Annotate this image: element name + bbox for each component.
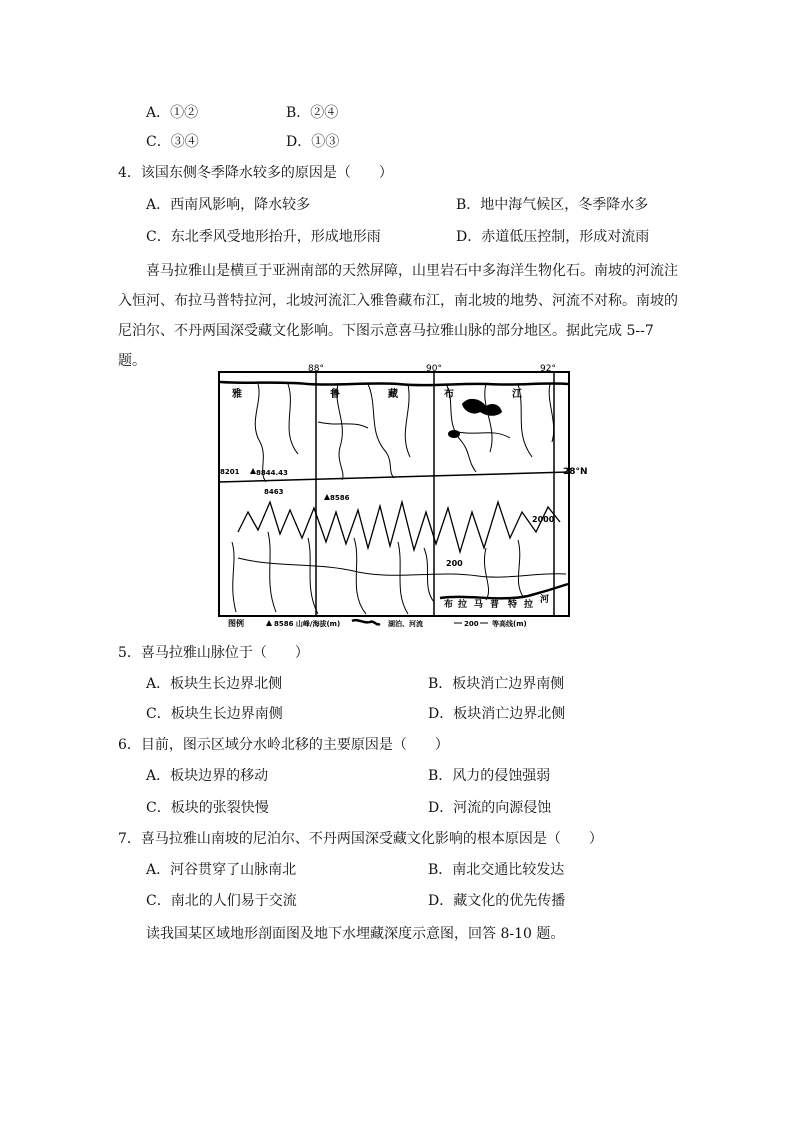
q3-option-c: C．③④ [146,134,199,150]
legend-peak: 8586 山峰/海拔(m) [274,620,341,628]
q6-stem: 6．目前，图示区域分水岭北移的主要原因是（ ） [118,737,449,753]
q7-option-b: B．南北交通比较发达 [428,862,565,878]
q3-option-b: B．②④ [286,105,339,121]
south-river-char-2: 拉 [458,600,468,610]
south-river-char-5: 特 [508,600,518,610]
legend-peak-icon [266,620,272,626]
q3-option-a: A．①② [146,105,199,121]
himalaya-map-svg [218,362,588,628]
q4-option-d: D．赤道低压控制，形成对流雨 [456,229,650,245]
legend-contour: 等高线(m) [492,620,527,628]
intro-paragraph-5-7: 喜马拉雅山是横亘于亚洲南部的天然屏障，山里岩石中多海洋生物化石。南坡的河流注入恒河、布拉马普特拉河，北坡河流汇入雅鲁藏布江，南北坡的地势、河流不对称。南坡的尼泊尔、不丹两国深受藏文化影响。下图示意喜马拉雅山脉的部分地区。据此完成 5--7 题。 [118,263,678,369]
lon-label-90: 90° [426,364,442,374]
peak-8586: 8586 [330,494,350,502]
south-river-char-1: 布 [444,600,454,610]
lat-label-28n: 28°N [563,467,588,477]
q7-stem: 7．喜马拉雅山南坡的尼泊尔、不丹两国深受藏文化影响的根本原因是（ ） [118,831,603,847]
contour-label-2000: 2000 [532,515,555,524]
q5-option-a: A．板块生长边界北侧 [146,676,283,692]
contour-label-200: 200 [446,559,463,568]
q6-option-a: A．板块边界的移动 [146,768,269,784]
q6-option-b: B．风力的侵蚀强弱 [428,768,551,784]
lake-2 [448,430,460,438]
north-river-char-5: 江 [512,389,522,400]
himalaya-map [218,362,588,628]
legend-lake: 湖泊、河流 [388,620,423,628]
lon-label-92: 92° [540,364,556,374]
peak-8201: 8201 [220,468,240,476]
q4-option-c: C．东北季风受地形抬升，形成地形雨 [146,229,381,245]
q7-option-d: D．藏文化的优先传播 [428,893,566,909]
legend-contour-value: 200 [464,620,479,628]
q5-option-c: C．板块生长边界南侧 [146,706,283,722]
peak-8463: 8463 [264,488,284,496]
q5-option-d: D．板块消亡边界北侧 [428,706,566,722]
q6-option-c: C．板块的张裂快慢 [146,800,269,816]
intro-paragraph-8-10: 读我国某区域地形剖面图及地下水埋藏深度示意图，回答 8-10 题。 [146,926,565,942]
north-river-char-1: 雅 [232,389,242,400]
q6-option-d: D．河流的向源侵蚀 [428,800,552,816]
q5-option-b: B．板块消亡边界南侧 [428,676,565,692]
north-river-char-2: 鲁 [330,389,340,400]
q5-stem: 5．喜马拉雅山脉位于（ ） [118,645,309,661]
legend-title: 图例 [228,619,244,628]
north-river-char-4: 布 [444,389,454,400]
q4-stem: 4．该国东侧冬季降水较多的原因是（ ） [118,165,393,181]
q3-option-d: D．①③ [286,134,340,150]
q7-option-c: C．南北的人们易于交流 [146,893,297,909]
south-river-char-7: 河 [540,595,550,605]
south-river-char-6: 拉 [524,600,534,610]
south-river-char-4: 普 [490,600,500,610]
north-river-char-3: 藏 [388,389,398,400]
lon-label-88: 88° [308,364,324,374]
q4-option-b: B．地中海气候区，冬季降水多 [456,197,649,213]
q7-option-a: A．河谷贯穿了山脉南北 [146,862,297,878]
q4-option-a: A．西南风影响，降水较多 [146,197,311,213]
legend-lake-icon [352,620,380,624]
south-river-char-3: 马 [474,600,484,610]
peak-8844: 8844.43 [256,469,288,477]
